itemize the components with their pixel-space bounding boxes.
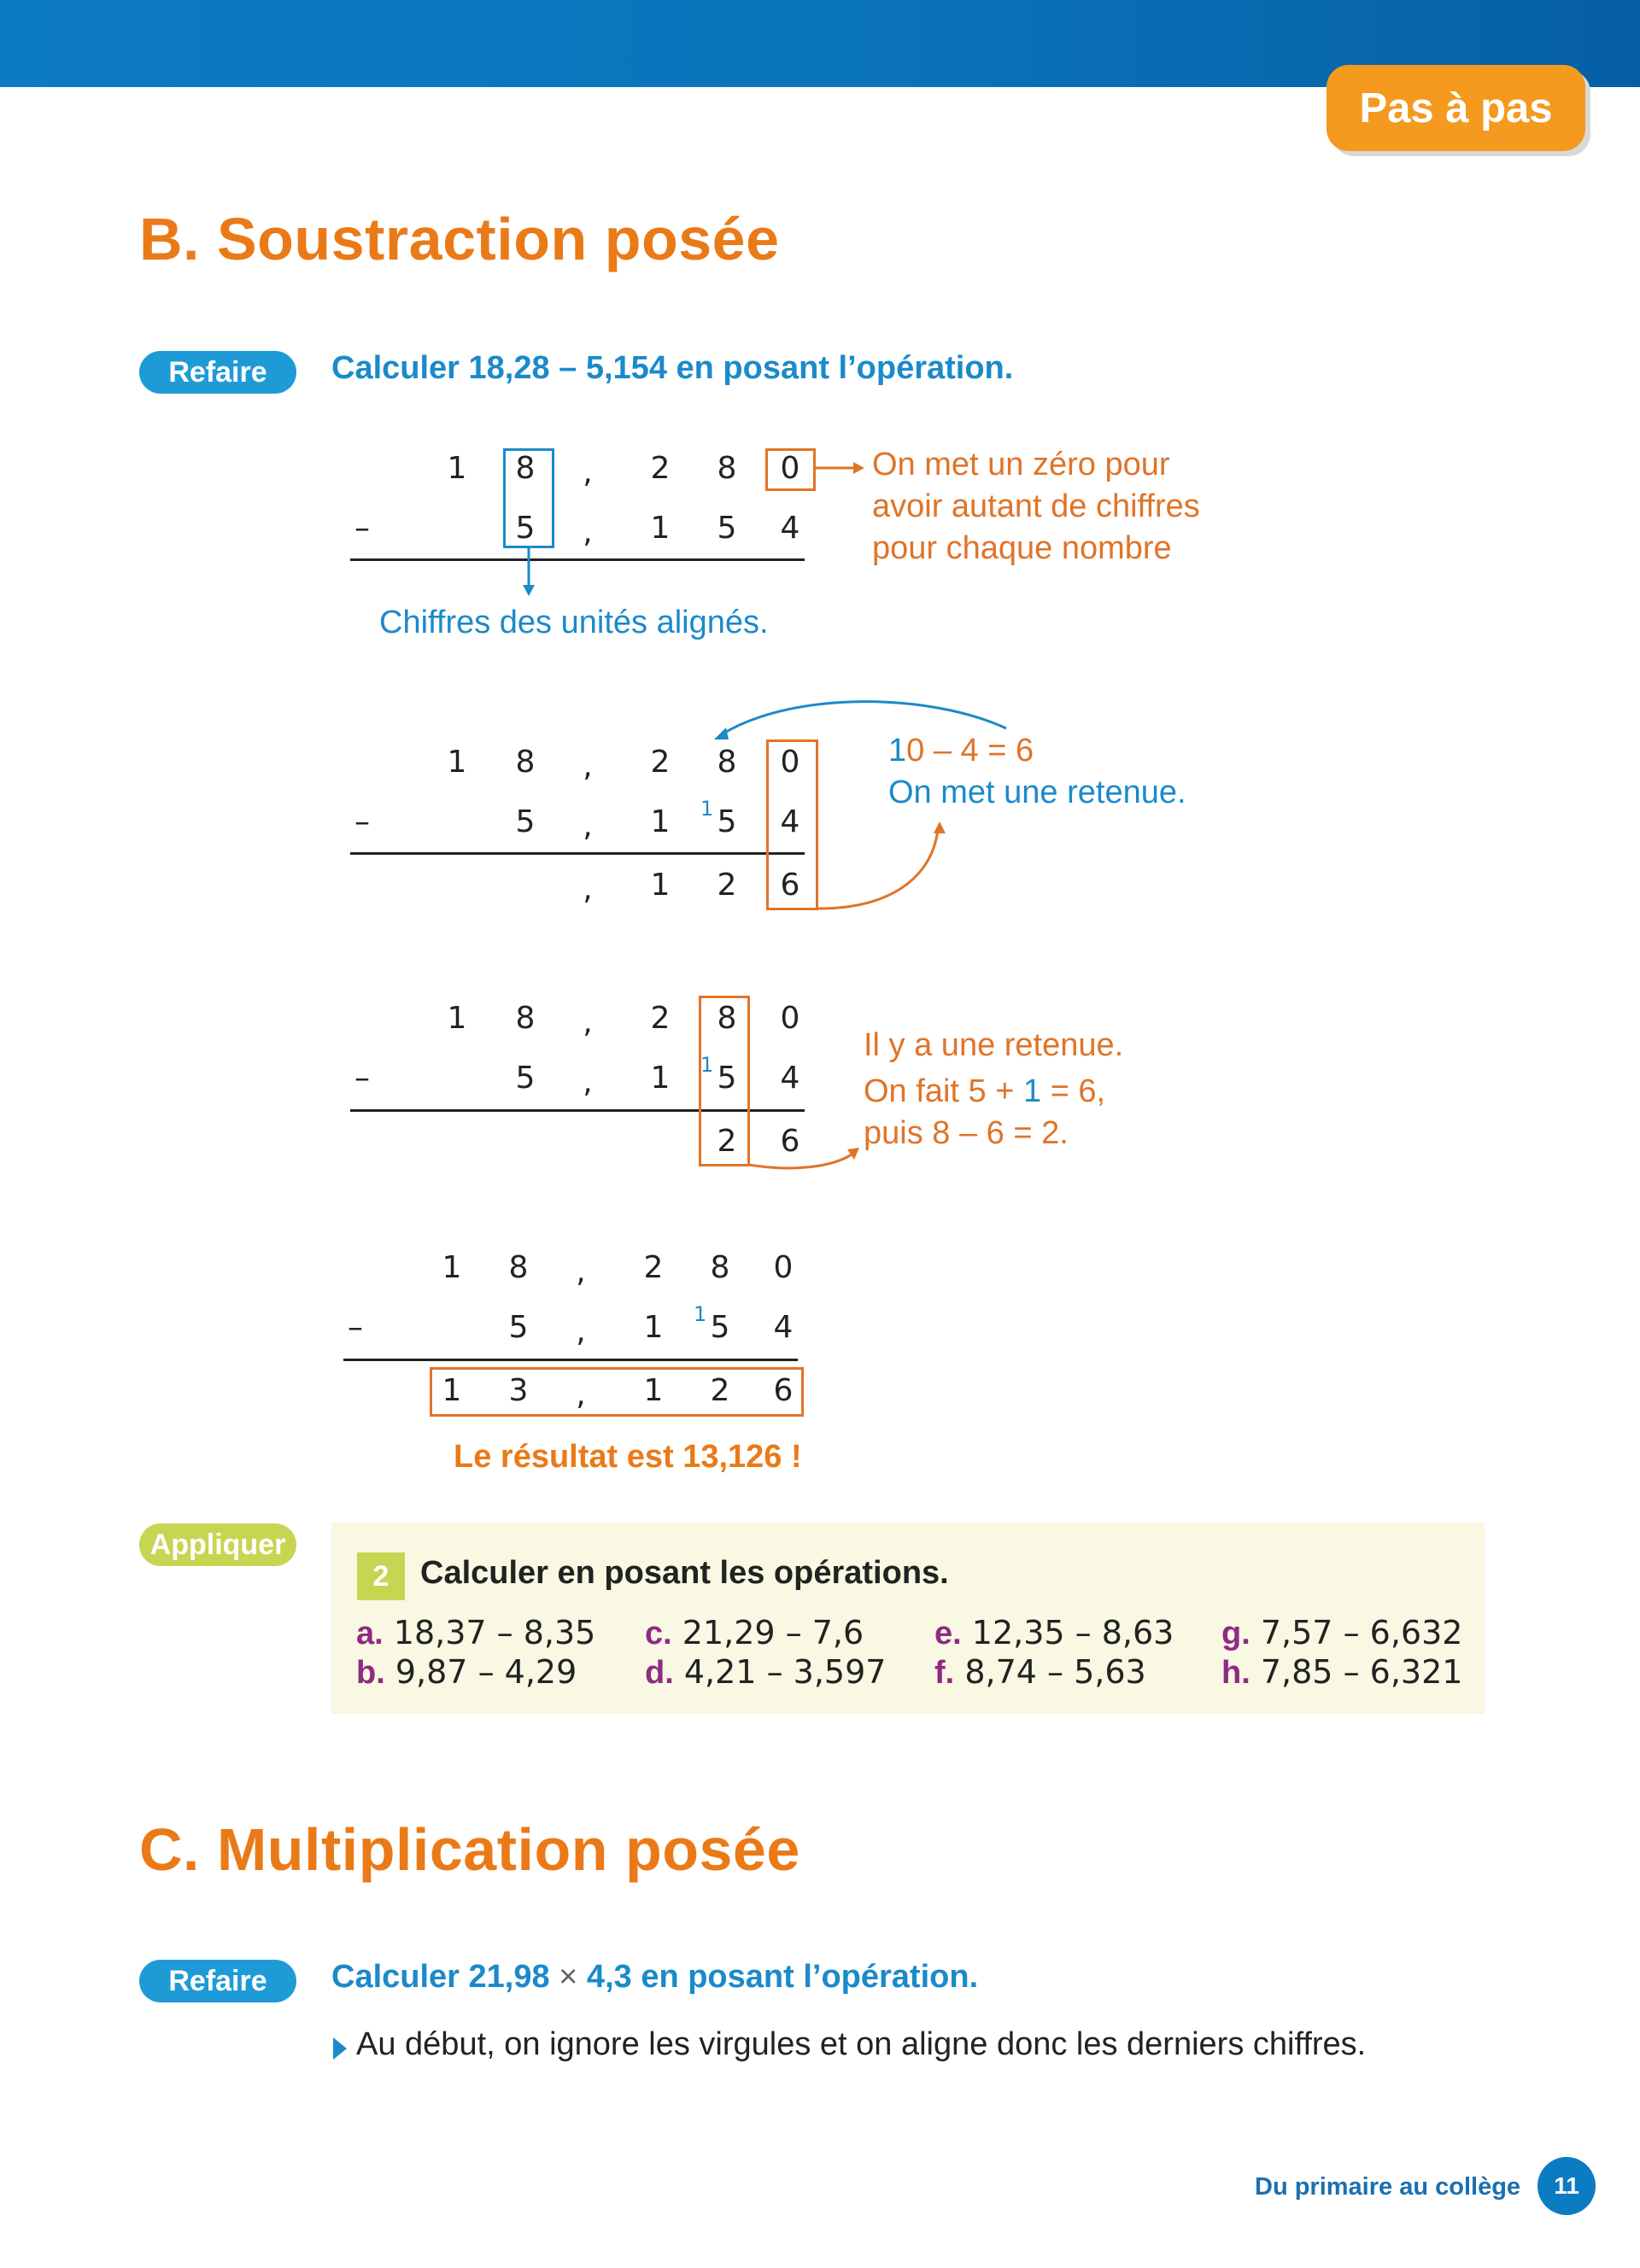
instruction-c-part2: 4,3 en posant l’opération.	[577, 1959, 979, 1995]
item-letter: a.	[356, 1616, 384, 1651]
carry-digit: 1	[694, 1302, 707, 1326]
digit: 2	[717, 868, 737, 903]
digit: 1	[442, 1373, 462, 1408]
digit: 5	[515, 1061, 536, 1096]
digit: 1	[442, 1250, 462, 1285]
page-number: 11	[1538, 2157, 1596, 2215]
digit: 0	[780, 1001, 800, 1036]
sum-line	[343, 1359, 798, 1361]
exercise-item-h	[1221, 1653, 1462, 1692]
digit: 1	[447, 745, 467, 780]
times-sign: ×	[559, 1959, 578, 1995]
item-letter: f.	[934, 1655, 955, 1691]
digit: 4	[780, 511, 800, 546]
footer-title: Du primaire au collège	[1255, 2173, 1521, 2201]
result-highlight	[430, 1367, 804, 1417]
exercise-item-a	[356, 1614, 595, 1652]
digit: 1	[650, 868, 671, 903]
arrowhead	[847, 1148, 859, 1160]
item-letter: e.	[934, 1616, 962, 1651]
arrowhead	[934, 821, 946, 833]
exercise-item-c	[645, 1614, 864, 1652]
item-letter: d.	[645, 1655, 674, 1691]
note-step3-text: = 6,	[1041, 1073, 1106, 1109]
tenths-column-highlight	[699, 996, 750, 1166]
result-statement: Le résultat est 13,126 !	[454, 1439, 802, 1475]
instruction-c	[331, 1959, 978, 1996]
minus-sign: –	[354, 804, 370, 839]
digit: 8	[515, 451, 536, 486]
note-step2-line2: On met une retenue.	[888, 775, 1186, 810]
note-step2-line1	[888, 730, 1034, 772]
borrow-digit: 1	[888, 733, 907, 769]
digit: 8	[717, 451, 737, 486]
exercise-box	[331, 1523, 1485, 1714]
minus-sign: –	[354, 1061, 370, 1096]
digit: 5	[717, 511, 737, 546]
digit: 2	[710, 1373, 730, 1408]
carry-ref: 1	[1022, 1073, 1042, 1109]
carry-digit: 1	[700, 1053, 714, 1077]
bullet-arrow-icon	[333, 2037, 347, 2060]
comma: ,	[583, 1065, 593, 1100]
digit: 8	[508, 1250, 529, 1285]
digit: 5	[710, 1310, 730, 1345]
exercise-item-d	[645, 1653, 886, 1692]
digit: 2	[650, 451, 671, 486]
digit: 1	[643, 1310, 664, 1345]
digit: 0	[780, 745, 800, 780]
digit: 8	[710, 1250, 730, 1285]
digit: 0	[773, 1250, 794, 1285]
section-b-title: B. Soustraction posée	[139, 206, 780, 272]
digit: 8	[717, 745, 737, 780]
digit: 5	[717, 804, 737, 839]
comma: ,	[583, 749, 593, 784]
arrow-result-note	[818, 830, 938, 909]
digit: 2	[650, 745, 671, 780]
comma: ,	[583, 872, 593, 907]
note-zero-line1: On met un zéro pour	[872, 447, 1170, 482]
step-tab: Pas à pas	[1327, 65, 1585, 151]
digit: 6	[780, 1124, 800, 1159]
digit: 0	[780, 451, 800, 486]
digit: 1	[650, 1061, 671, 1096]
digit: 5	[515, 511, 536, 546]
exercise-item-b	[356, 1653, 577, 1692]
item-text: 9,87 – 4,29	[395, 1653, 577, 1691]
digit: 5	[515, 804, 536, 839]
exercise-item-e	[934, 1614, 1174, 1652]
digit: 6	[773, 1373, 794, 1408]
note-step2-calc: 0 – 4 = 6	[906, 733, 1034, 769]
note-step3-line3: puis 8 – 6 = 2.	[864, 1115, 1069, 1151]
carry-digit: 1	[700, 797, 714, 821]
bullet-text: Au début, on ignore les virgules et on aligne donc les derniers chiffres.	[356, 2026, 1367, 2062]
digit: 6	[780, 868, 800, 903]
refaire-badge: Refaire	[139, 1960, 296, 2002]
refaire-badge: Refaire	[139, 351, 296, 394]
digit: 5	[508, 1310, 529, 1345]
minus-sign: –	[348, 1310, 363, 1345]
digit: 5	[717, 1061, 737, 1096]
minus-sign: –	[354, 511, 370, 546]
instruction-c-part1: Calculer 21,98	[331, 1959, 559, 1995]
digit: 1	[447, 1001, 467, 1036]
note-step3-text: On fait 5 +	[864, 1073, 1023, 1109]
item-text: 7,85 – 6,321	[1260, 1653, 1463, 1691]
item-text: 7,57 – 6,632	[1260, 1614, 1463, 1651]
digit: 8	[717, 1001, 737, 1036]
note-zero-line3: pour chaque nombre	[872, 530, 1172, 566]
item-letter: g.	[1221, 1616, 1250, 1651]
exercise-title: Calculer en posant les opérations.	[420, 1555, 949, 1591]
instruction-b: Calculer 18,28 – 5,154 en posant l’opération.	[331, 350, 1014, 386]
digit: 4	[773, 1310, 794, 1345]
item-text: 8,74 – 5,63	[964, 1653, 1146, 1691]
digit: 2	[717, 1124, 737, 1159]
note-step3-line1: Il y a une retenue.	[864, 1027, 1124, 1063]
item-letter: h.	[1221, 1655, 1250, 1691]
digit: 8	[515, 745, 536, 780]
item-text: 21,29 – 7,6	[682, 1614, 864, 1651]
note-units: Chiffres des unités alignés.	[379, 605, 769, 640]
item-text: 18,37 – 8,35	[393, 1614, 596, 1651]
comma: ,	[583, 455, 593, 490]
digit: 1	[650, 511, 671, 546]
note-zero-line2: avoir autant de chiffres	[872, 488, 1200, 524]
comma: ,	[583, 1005, 593, 1040]
item-letter: b.	[356, 1655, 385, 1691]
arrowhead	[853, 462, 864, 474]
digit: 3	[508, 1373, 529, 1408]
digit: 1	[650, 804, 671, 839]
comma: ,	[583, 515, 593, 550]
item-text: 4,21 – 3,597	[683, 1653, 887, 1691]
sum-line	[350, 852, 805, 855]
digit: 4	[780, 1061, 800, 1096]
comma: ,	[576, 1377, 586, 1412]
digit: 2	[643, 1250, 664, 1285]
item-letter: c.	[645, 1616, 672, 1651]
digit: 1	[643, 1373, 664, 1408]
note-step3-line2	[864, 1071, 1105, 1113]
exercise-item-g	[1221, 1614, 1462, 1652]
comma: ,	[583, 809, 593, 844]
section-c-title: C. Multiplication posée	[139, 1816, 800, 1883]
arrowhead	[523, 585, 535, 596]
arrowhead	[714, 728, 729, 739]
units-column-highlight	[766, 739, 818, 910]
digit: 2	[650, 1001, 671, 1036]
comma: ,	[576, 1314, 586, 1349]
item-text: 12,35 – 8,63	[971, 1614, 1174, 1651]
exercise-item-f	[934, 1653, 1146, 1692]
digit: 8	[515, 1001, 536, 1036]
comma: ,	[576, 1254, 586, 1289]
digit: 4	[780, 804, 800, 839]
exercise-number: 2	[357, 1552, 405, 1600]
appliquer-badge: Appliquer	[139, 1523, 296, 1566]
digit: 1	[447, 451, 467, 486]
